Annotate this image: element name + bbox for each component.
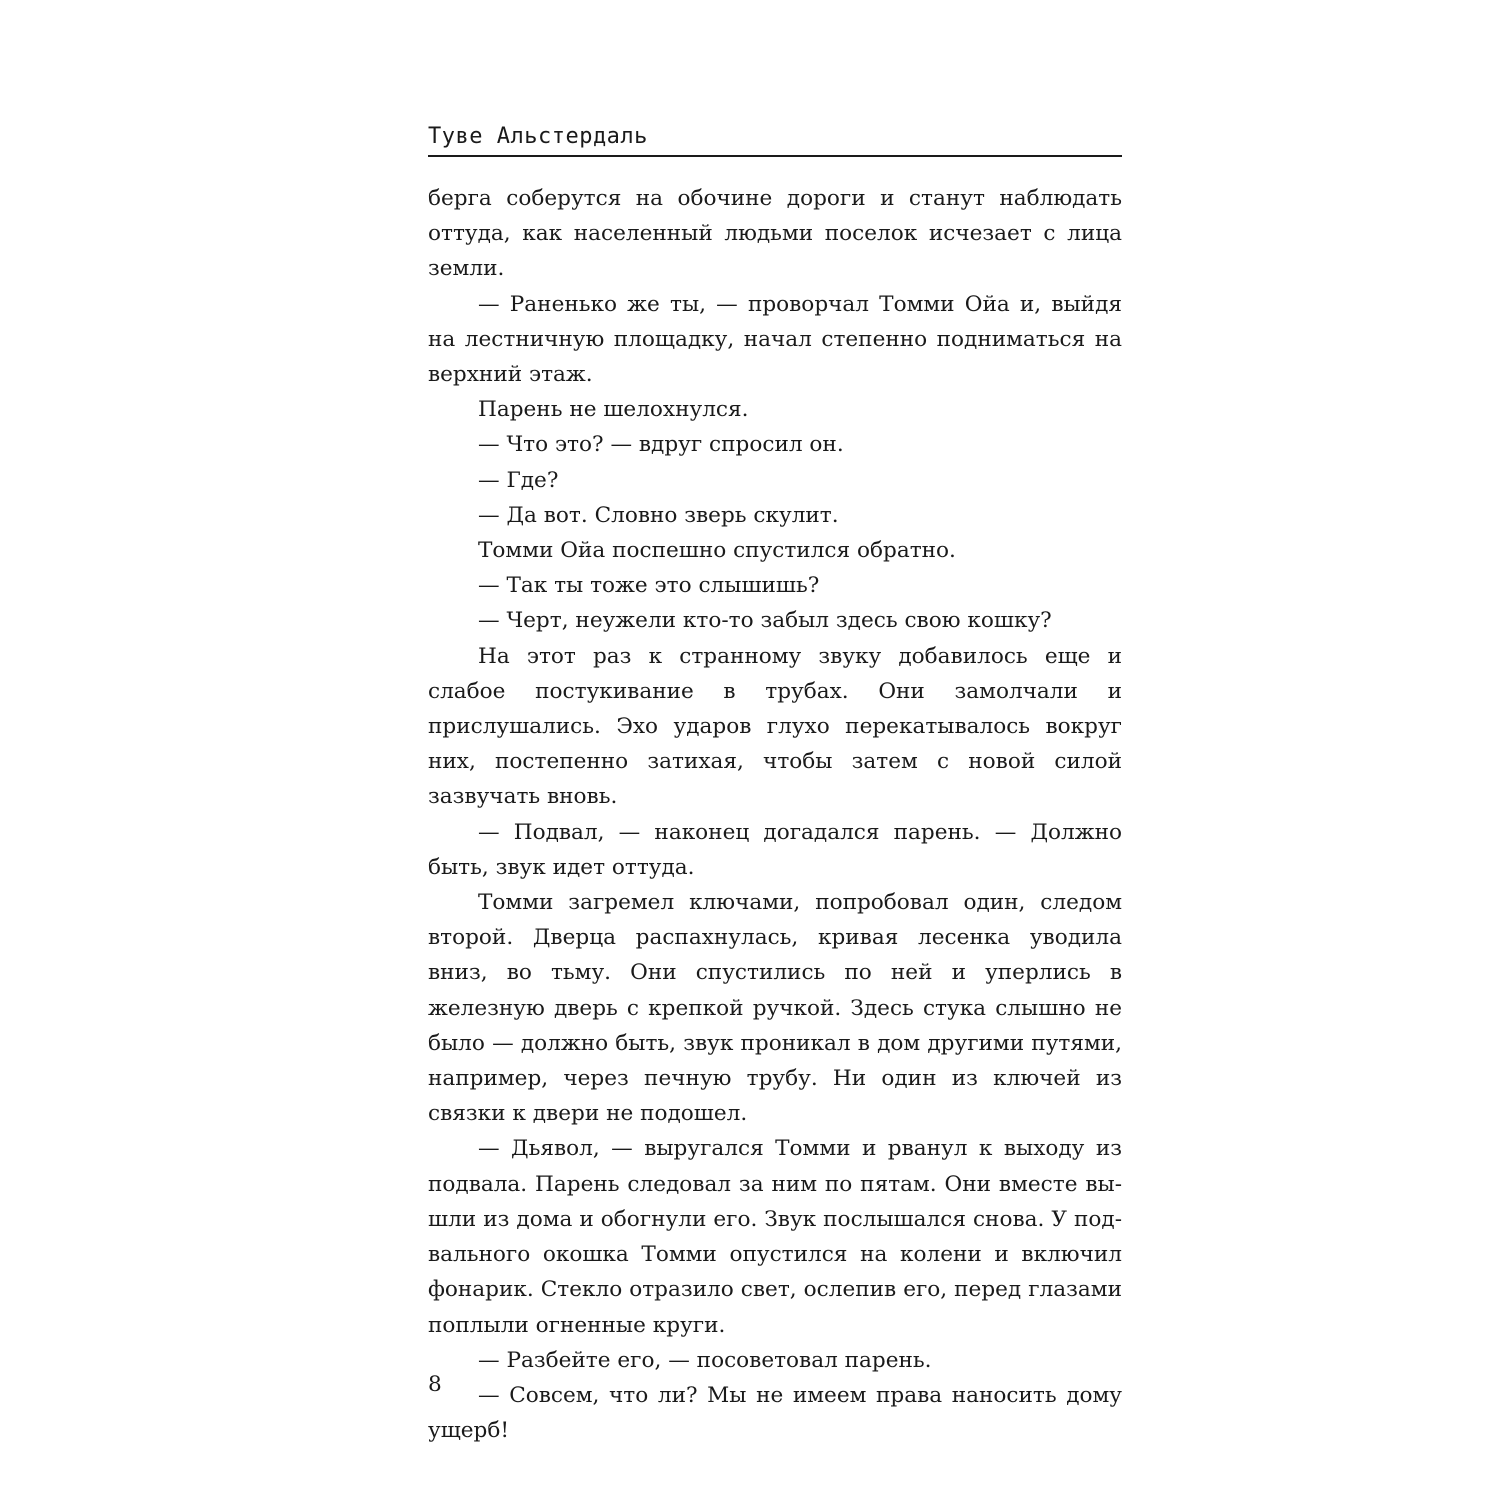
paragraph: — Черт, неужели кто-то забыл здесь свою кошку? (478, 608, 1052, 634)
paragraph: — Совсем, что ли? Мы не имеем права наносить дому ущерб! (428, 1382, 1122, 1444)
paragraph: — Так ты тоже это слышишь? (478, 573, 820, 599)
running-head: Туве Альстердаль (428, 121, 1122, 157)
book-page (428, 121, 1122, 1448)
paragraph: берга соберутся на обочине дороги и станут наблюдать оттуда, как населенный людьми поселок исчезает с лица земли. (428, 186, 1122, 282)
paragraph: — Дьявол, — выругался Томми и рванул к выходу из подвала. Парень следовал за ним по пятам. Они вместе вышли из дома и обогнули его. Звук послышался снова. У подвального окошка Томми опустился на колени и включил фонарик. Стекло отразило свет, ослепив его, перед глазами поплыли огненные круги. (428, 1136, 1122, 1338)
paragraph: Томми Ойа поспешно спустился обратно. (478, 538, 956, 564)
paragraph: — Подвал, — наконец догадался парень. — Должно быть, звук идет оттуда. (428, 819, 1122, 880)
paragraph: — Раненько же ты, — проворчал Томми Ойа и, выйдя на лестничную площадку, начал степенно подниматься на верхний этаж. (428, 291, 1122, 388)
paragraph: Парень не шелохнулся. (478, 397, 749, 423)
paragraph: — Да вот. Словно зверь скулит. (478, 502, 839, 528)
body-text (428, 181, 1122, 1448)
paragraph: На этот раз к странному звуку добавилось еще и слабое постукивание в трубах. Они замолчали и прислушались. Эхо ударов глухо перекатывалось вокруг них, постепенно затихая, чтобы затем с новой силой зазвучать вновь. (428, 643, 1122, 810)
paragraph: Томми загремел ключами, попробовал один, следом второй. Дверца распахнулась, кривая лесенка уводила вниз, во тьму. Они спустились по ней и уперлись в железную дверь с крепкой ручкой. Здесь стука слышно не было — должно быть, звук проникал в дом другими путями, например, через печную трубу. Ни один из ключей из связки к двери не подошел. (428, 890, 1122, 1127)
page-number: 8 (428, 1372, 442, 1397)
paragraph: — Что это? — вдруг спросил он. (478, 432, 844, 458)
paragraph: — Где? (478, 467, 559, 493)
paragraph: — Разбейте его, — посоветовал парень. (478, 1347, 932, 1373)
